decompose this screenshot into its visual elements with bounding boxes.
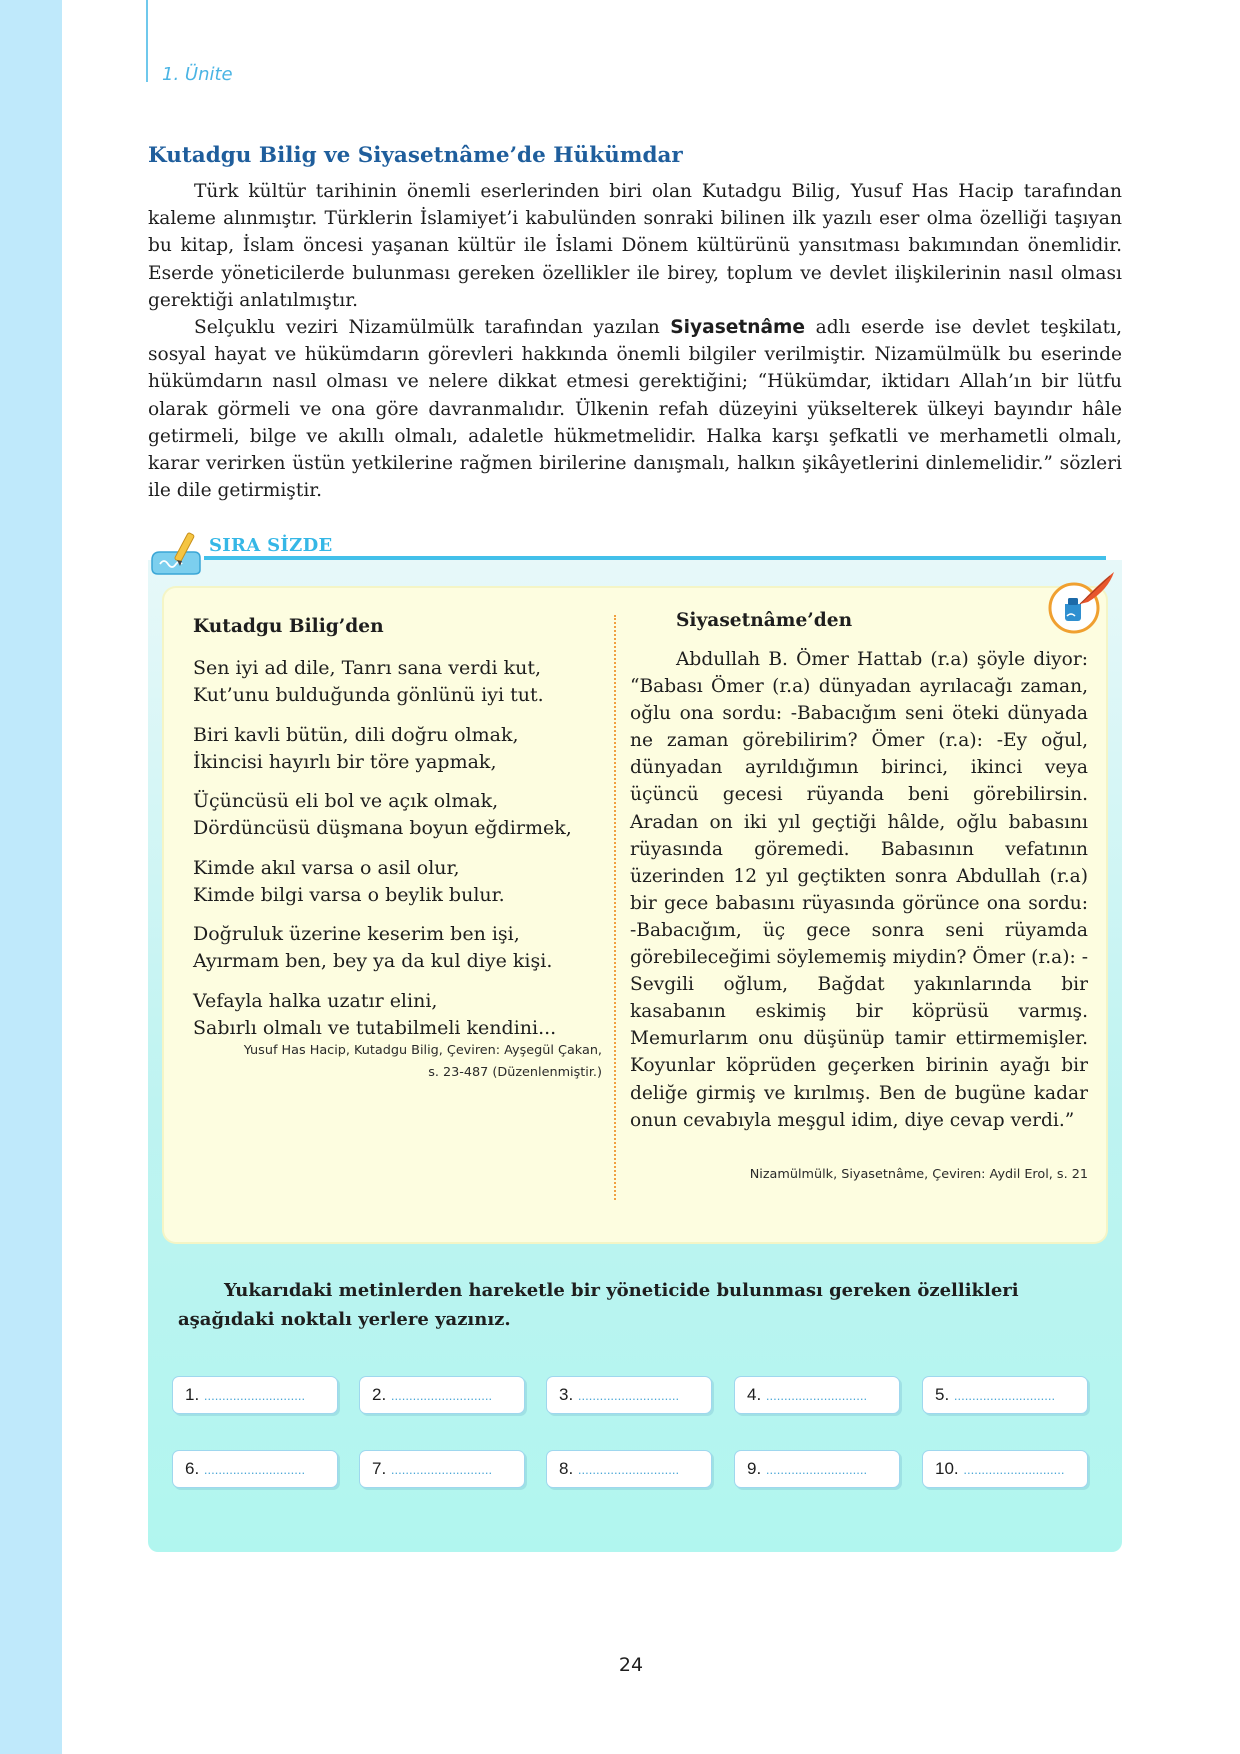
kutadgu-title: Kutadgu Bilig’den [193,616,384,637]
column-divider [614,615,616,1200]
side-band [0,0,62,1754]
poem-line: Kut’unu bulduğunda gönlünü iyi tut. [193,684,544,706]
siyasetname-title: Siyasetnâme’den [676,610,853,631]
answer-field-6[interactable]: 6. ............................ [172,1450,338,1488]
poem-line: Doğruluk üzerine keserim ben işi, [193,923,520,945]
sira-sizde-label: SIRA SİZDE [209,535,333,556]
siyasetname-source: Nizamülmülk, Siyasetnâme, Çeviren: Aydil Erol, s. 21 [749,1167,1088,1182]
body-text [148,178,1122,504]
sira-sizde-rule [204,556,1106,560]
question-text [178,1276,1078,1334]
answer-field-1[interactable]: 1. ............................ [172,1376,338,1414]
question-line: aşağıdaki noktalı yerlere yazınız. [178,1309,511,1330]
siyasetname-bold: Siyasetnâme [670,317,806,339]
answer-field-2[interactable]: 2. ............................ [359,1376,525,1414]
source-line: Yusuf Has Hacip, Kutadgu Bilig, Çeviren: Ayşegül Çakan, [243,1043,602,1058]
stanza [193,655,613,709]
poem [193,655,613,1054]
poem-line: Ayırmam ben, bey ya da kul diye kişi. [193,950,553,972]
stanza [193,855,613,909]
prose-paragraph: Abdullah B. Ömer Hattab (r.a) şöyle diyor: “Babası Ömer (r.a) dünyadan ayrılacağı zaman, oğlu ona sordu: -Babacığım seni öteki dünyada ne zaman görebilirim? Ömer (r.a): -Ey oğul, dünyadan ayrıldığımın birinci, ikinci veya üçüncü gecesi rüyanda beni görebilirsin. Aradan on iki yıl geçtiği hâlde, oğlu babasını rüyasında göremedi. Babasının vefatının üzerinden 12 yıl geçtikten sonra Abdullah (r.a) bir gece babasını rüyasında görünce ona sordu: -Babacığım, üç gece sonra seni rüyamda görebileceğimi söylememiş miydin? Ömer (r.a): -Sevgili oğlum, Bağdat yakınlarında bir kasabanın eskimiş bir köprüsü varmış. Memurlarım onu düşünüp tamir ettirmemişler. Koyunlar köprüden geçerken birinin ayağı bir deliğe girmiş ve kırılmış. Ben de bugüne kadar onun cevabıyla meşgul idim, diye cevap verdi.” [630,649,1088,1131]
answer-field-8[interactable]: 8. ............................ [546,1450,712,1488]
answer-field-10[interactable]: 10. ............................ [922,1450,1088,1488]
page-number: 24 [618,1654,644,1676]
poem-line: Dördüncüsü düşmana boyun eğdirmek, [193,817,572,839]
p2-before: Selçuklu veziri Nizamülmülk tarafından yazılan [194,317,671,339]
inkwell-quill-icon [1044,568,1120,638]
answer-field-5[interactable]: 5. ............................ [922,1376,1088,1414]
unit-label: 1. Ünite [162,64,233,85]
answer-field-9[interactable]: 9. ............................ [734,1450,900,1488]
poem-line: İkincisi hayırlı bir töre yapmak, [193,750,497,773]
poem-line: Sabırlı olmalı ve tutabilmeli kendini... [193,1016,557,1039]
poem-line: Üçüncüsü eli bol ve açık olmak, [193,790,499,812]
poem-line: Kimde bilgi varsa o beylik bulur. [193,883,505,906]
section-title: Kutadgu Bilig ve Siyasetnâme’de Hükümdar [148,143,683,168]
answer-field-7[interactable]: 7. ............................ [359,1450,525,1488]
pen-writing-icon [150,530,206,576]
answer-field-3[interactable]: 3. ............................ [546,1376,712,1414]
question-line: Yukarıdaki metinlerden hareketle bir yöneticide bulunması gereken özellikleri [224,1280,1019,1301]
stanza [193,921,613,975]
poem-line: Kimde akıl varsa o asil olur, [193,856,460,879]
p2-after: adlı eserde ise devlet teşkilatı, sosyal hayat ve hükümdarın görevleri hakkında önemli bilgiler verilmiştir. Nizamülmülk bu eserinde hükümdarın nasıl olması ve nelere dikkat etmesi gerektiğini; “Hükümdar, iktidarı Allah’ın bir lütfu olarak görmeli ve ona göre davranmalıdır. Ülkenin refah düzeyini yükselterek ülkeyi bayındır hâle getirmeli, bilge ve akıllı olmalı, adaletle hükmetmelidir. Halka karşı şefkatli ve merhametli olmalı, karar verirken üstün yetkilerine rağmen birilerine danışmalı, halkın şikâyetlerini dinlemelidir.” sözleri ile dile getirmiştir. [148,317,1122,502]
body-paragraph-2 [148,314,1122,504]
poem-line: Vefayla halka uzatır elini, [193,989,438,1012]
kutadgu-source [190,1040,602,1084]
body-paragraph-1: Türk kültür tarihinin önemli eserlerinden biri olan Kutadgu Bilig, Yusuf Has Hacip tarafından kaleme alınmıştır. Türklerin İslamiyet’i kabulünden sonraki bilinen ilk yazılı eser olma özelliği taşıyan bu kitap, İslam öncesi yaşanan kültür ile İslami Dönem kültürünü yansıtması bakımından önemlidir. Eserde yöneticilerde bulunması gereken özellikler ile birey, toplum ve devlet ilişkilerinin nasıl olması gerektiği anlatılmıştır. [148,181,1122,311]
answer-field-4[interactable]: 4. ............................ [734,1376,900,1414]
poem-line: Biri kavli bütün, dili doğru olmak, [193,723,519,746]
unit-divider-line [146,0,148,82]
poem-line: Sen iyi ad dile, Tanrı sana verdi kut, [193,657,542,679]
stanza [193,988,613,1042]
source-line: s. 23-487 (Düzenlenmiştir.) [428,1065,602,1080]
siyasetname-text [630,646,1088,1134]
stanza [193,722,613,776]
stanza [193,788,613,842]
